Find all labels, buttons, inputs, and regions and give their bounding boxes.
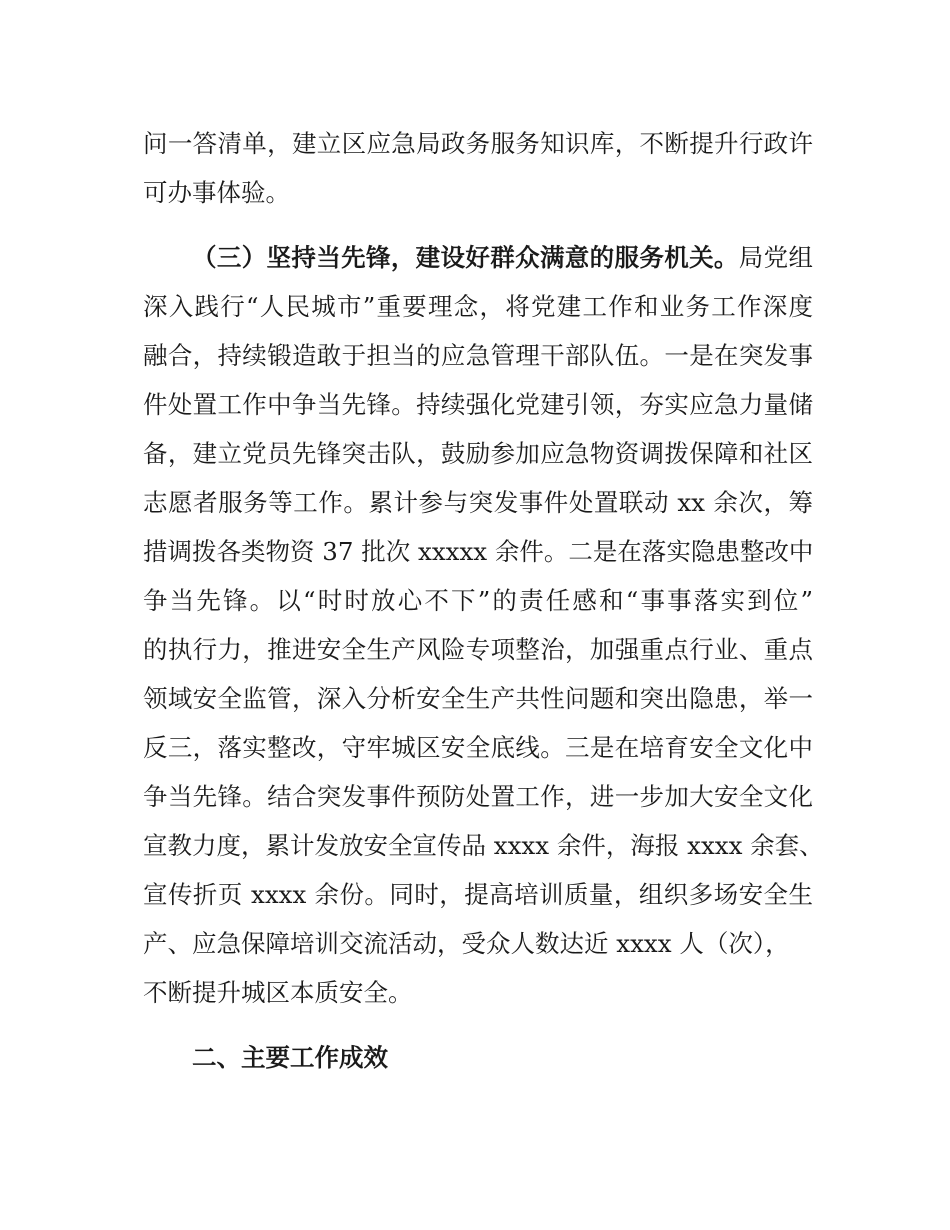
p2-line-4: 备，建立党员先锋突击队，鼓励参加应急物资调拨保障和社区 (143, 439, 813, 468)
p2-line-11: 争当先锋。结合突发事件预防处置工作，进一步加大安全文化 (143, 782, 813, 811)
p2-line-3: 件处置工作中争当先锋。持续强化党建引领，夯实应急力量储 (143, 390, 813, 419)
p2-line-7: 争当先锋。以“时时放心不下”的责任感和“事事落实到位” (143, 586, 813, 615)
p2-line-8: 的执行力，推进安全生产风险专项整治，加强重点行业、重点 (143, 635, 813, 664)
p2-first-line-rest: 局党组 (738, 243, 814, 272)
p2-line-12: 宣教力度，累计发放安全宣传品 xxxx 余件，海报 xxxx 余套、 (143, 831, 824, 860)
p2-line-9: 领域安全监管，深入分析安全生产共性问题和突出隐患，举一 (143, 684, 813, 713)
section-heading: 二、主要工作成效 (192, 1043, 388, 1072)
subsection-heading: （三）坚持当先锋，建设好群众满意的服务机关。 (192, 243, 739, 272)
p2-line-14: 产、应急保障培训交流活动，受众人数达近 xxxx 人（次）， (143, 929, 790, 958)
p1-line-1: 问一答清单，建立区应急局政务服务知识库，不断提升行政许 (143, 129, 813, 158)
p1-line-2: 可办事体验。 (143, 178, 290, 207)
p2-line-2: 融合，持续锻造敢于担当的应急管理干部队伍。一是在突发事 (143, 341, 813, 370)
p2-line-13: 宣传折页 xxxx 余份。同时，提高培训质量，组织多场安全生 (143, 880, 813, 909)
p2-first-line (192, 242, 813, 274)
p2-line-5: 志愿者服务等工作。累计参与突发事件处置联动 xx 余次，筹 (143, 488, 813, 517)
p2-line-6: 措调拨各类物资 37 批次 xxxxx 余件。二是在落实隐患整改中 (143, 537, 814, 566)
p2-line-15: 不断提升城区本质安全。 (143, 978, 413, 1007)
p2-line-1: 深入践行“人民城市”重要理念，将党建工作和业务工作深度 (143, 292, 813, 321)
p2-line-10: 反三，落实整改，守牢城区安全底线。三是在培育安全文化中 (143, 733, 813, 762)
